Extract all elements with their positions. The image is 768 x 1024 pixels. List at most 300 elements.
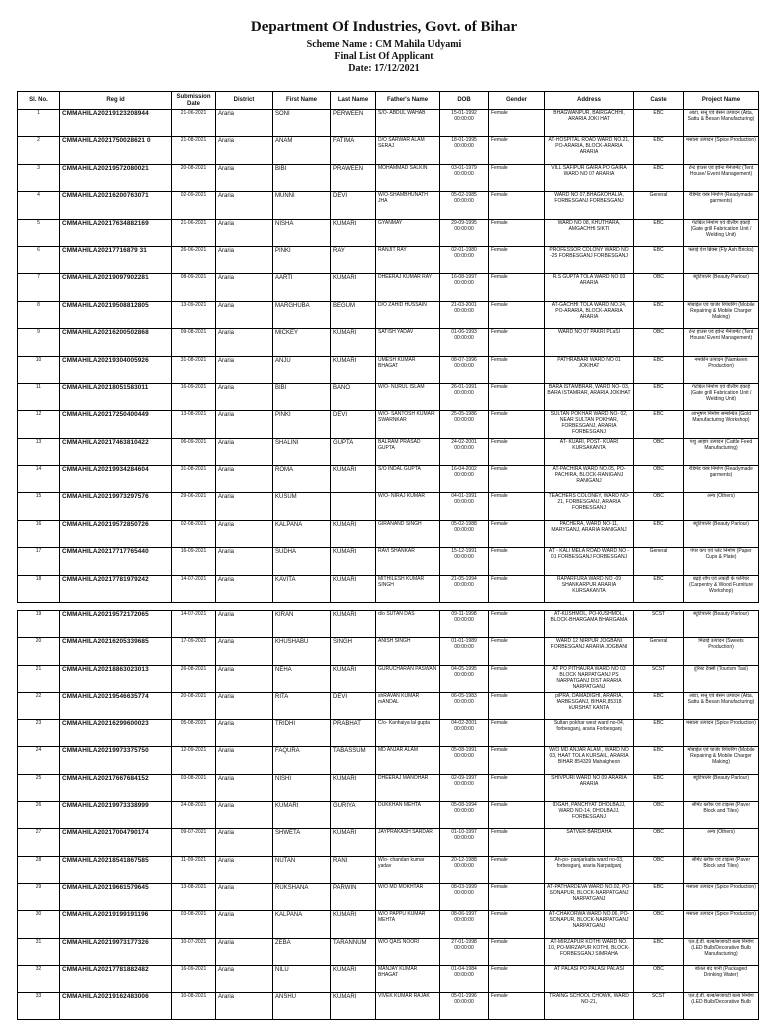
cell-gender: Female bbox=[489, 965, 545, 992]
cell-father-name: UMESH KUMAR BHAGAT bbox=[376, 356, 440, 383]
cell-address: W/O MD ANJAR ALAM , WARD NO 03, HAAT TOLA KURSAIL, ARARIA BIHAR 854329 Mahalgheon bbox=[545, 747, 634, 774]
cell-district: Araria bbox=[216, 883, 273, 910]
cell-district: Araria bbox=[216, 246, 273, 273]
cell-last-name: GURIYA bbox=[331, 802, 376, 829]
cell-gender: Female bbox=[489, 164, 545, 191]
cell-project-name: मसाला उत्पादन (Spice Production) bbox=[684, 137, 759, 164]
cell-father-name: GYANMAY bbox=[376, 219, 440, 246]
cell-reg-id: CMMAHILA20219572850726 bbox=[60, 520, 172, 547]
cell-last-name: PRABHAT bbox=[331, 720, 376, 747]
cell-submission-date: 03-08-2021 bbox=[172, 774, 216, 801]
cell-dob: 01-01-1989 00:00:00 bbox=[440, 638, 489, 665]
cell-project-name: नमकीन उत्पादन (Namkeen Production) bbox=[684, 356, 759, 383]
cell-district: Araria bbox=[216, 575, 273, 602]
cell-caste: EBC bbox=[634, 356, 684, 383]
cell-caste: OBC bbox=[634, 493, 684, 520]
cell-caste: EBC bbox=[634, 301, 684, 328]
cell-submission-date: 10-07-2021 bbox=[172, 938, 216, 965]
cell-father-name: W/O QAIS NOORI bbox=[376, 938, 440, 965]
cell-last-name: TABASSUM bbox=[331, 747, 376, 774]
cell-address: AT PALASI PO PALASI PALASI bbox=[545, 965, 634, 992]
cell-gender: Female bbox=[489, 192, 545, 219]
cell-submission-date: 24-08-2021 bbox=[172, 802, 216, 829]
cell-address: TEACHERS COLONEY, WARD NO- 21, FORBESGANJ, ARARIA FORBESGANJ bbox=[545, 493, 634, 520]
cell-last-name: TARANNUM bbox=[331, 938, 376, 965]
cell-sl-no: 13 bbox=[18, 438, 60, 465]
cell-district: Araria bbox=[216, 965, 273, 992]
cell-last-name: KUMARI bbox=[331, 274, 376, 301]
table-row bbox=[18, 329, 759, 356]
cell-project-name: फ्लाई ऐश ब्रिक्स (Fly Ash Bricks) bbox=[684, 246, 759, 273]
cell-caste: OBC bbox=[634, 329, 684, 356]
cell-reg-id: CMMAHILA20219572080021 bbox=[60, 164, 172, 191]
table-row bbox=[18, 356, 759, 383]
cell-district: Araria bbox=[216, 774, 273, 801]
cell-last-name: RANI bbox=[331, 856, 376, 883]
cell-district: Araria bbox=[216, 747, 273, 774]
cell-dob: 02-01-1980 00:00:00 bbox=[440, 246, 489, 273]
cell-sl-no: 4 bbox=[18, 192, 60, 219]
cell-gender: Female bbox=[489, 665, 545, 692]
cell-first-name: SHALINI bbox=[273, 438, 331, 465]
cell-reg-id: CMMAHILA2021750028621 0 bbox=[60, 137, 172, 164]
cell-dob: 05-08-1994 00:00:00 bbox=[440, 802, 489, 829]
cell-caste: OBC bbox=[634, 829, 684, 856]
cell-district: Araria bbox=[216, 411, 273, 438]
cell-caste: EBC bbox=[634, 411, 684, 438]
cell-district: Araria bbox=[216, 329, 273, 356]
cell-father-name: W/O-SHAMBHUNATH JHA bbox=[376, 192, 440, 219]
cell-sl-no: 3 bbox=[18, 164, 60, 191]
cell-address: AT-CHAKORWA WARD NO.06, PO-SONAPUR, BLOCK-NARPATGANJ NARPATGANJ bbox=[545, 911, 634, 938]
table-row bbox=[18, 575, 759, 602]
cell-submission-date: 21-08-2021 bbox=[172, 137, 216, 164]
cell-caste: EBC bbox=[634, 246, 684, 273]
cell-first-name: BIBI bbox=[273, 164, 331, 191]
cell-address: PATHRABARI WARD NO 01 JOKIHAT bbox=[545, 356, 634, 383]
cell-address: AT - KALI MELA ROAD WARD NO - 01 FORBESGANJ FORBESGANJ bbox=[545, 548, 634, 575]
table-row bbox=[18, 883, 759, 910]
cell-reg-id: CMMAHILA20216200502868 bbox=[60, 329, 172, 356]
cell-reg-id: CMMAHILA20219304005926 bbox=[60, 356, 172, 383]
cell-sl-no: 33 bbox=[18, 993, 60, 1020]
cell-gender: Female bbox=[489, 493, 545, 520]
cell-sl-no: 15 bbox=[18, 493, 60, 520]
cell-last-name: PARWIN bbox=[331, 883, 376, 910]
cell-address: VILL SAFIPUR GAIRA PO GAIRA WARD NO 07 ARARIA bbox=[545, 164, 634, 191]
cell-sl-no: 2 bbox=[18, 137, 60, 164]
cell-dob: 21-05-1994 00:00:00 bbox=[440, 575, 489, 602]
cell-submission-date: 20-08-2021 bbox=[172, 164, 216, 191]
cell-project-name: अन्य (Others) bbox=[684, 493, 759, 520]
cell-project-name: ब्यूटिपार्लर (Beauty Parlour) bbox=[684, 774, 759, 801]
cell-first-name: NILU bbox=[273, 965, 331, 992]
cell-caste: EBC bbox=[634, 938, 684, 965]
col-header-project-name: Project Name bbox=[684, 92, 759, 110]
cell-project-name: एल.ई.डी. बल्ब/सजावटी बल्ब निर्माण (LED Bulb/Decorative Bulb bbox=[684, 993, 759, 1020]
cell-dob: 06-05-1983 00:00:00 bbox=[440, 692, 489, 719]
cell-district: Araria bbox=[216, 665, 273, 692]
cell-project-name: मोबाईल एवं चार्जर रिपेयरिंग (Mobile Repairing & Mobile Charger Making) bbox=[684, 301, 759, 328]
cell-first-name: PINKI bbox=[273, 411, 331, 438]
cell-reg-id: CMMAHILA20219973338999 bbox=[60, 802, 172, 829]
cell-project-name: रेडिमेड वस्त्र निर्माण (Readymade garments) bbox=[684, 192, 759, 219]
cell-father-name: W/O MD MOKHTAR bbox=[376, 883, 440, 910]
cell-submission-date: 13-08-2021 bbox=[172, 411, 216, 438]
cell-gender: Female bbox=[489, 611, 545, 638]
table-row bbox=[18, 993, 759, 1020]
col-header-father-name: Father's Name bbox=[376, 92, 440, 110]
cell-submission-date: 14-07-2021 bbox=[172, 611, 216, 638]
cell-address: Ah-po- panjarkatta ward no-03, forbesganj, araria Narpatganj bbox=[545, 856, 634, 883]
cell-submission-date: 26-08-2021 bbox=[172, 665, 216, 692]
table-header-row bbox=[18, 92, 759, 110]
cell-project-name: गेटग्रिल निर्माण एवं वेल्डिंग इकाई (Gate grill Fabrication Unit / Welding Unit) bbox=[684, 383, 759, 410]
cell-project-name: अन्य (Others) bbox=[684, 829, 759, 856]
cell-last-name: KUMARI bbox=[331, 548, 376, 575]
cell-reg-id: CMMAHILA20217004790174 bbox=[60, 829, 172, 856]
cell-first-name: NISHI bbox=[273, 774, 331, 801]
cell-gender: Female bbox=[489, 438, 545, 465]
cell-address: AT- KUARI, POST- KUARI KURSAKANTA bbox=[545, 438, 634, 465]
cell-gender: Female bbox=[489, 466, 545, 493]
cell-submission-date: 13-09-2021 bbox=[172, 301, 216, 328]
cell-address: SHIVPURI WARD NO 09 ARARIA ARARIA bbox=[545, 774, 634, 801]
cell-district: Araria bbox=[216, 192, 273, 219]
cell-sl-no: 18 bbox=[18, 575, 60, 602]
cell-submission-date: 11-09-2021 bbox=[172, 856, 216, 883]
table-row bbox=[18, 965, 759, 992]
cell-caste: EBC bbox=[634, 110, 684, 137]
table-row bbox=[18, 137, 759, 164]
cell-submission-date: 06-09-2021 bbox=[172, 438, 216, 465]
cell-last-name: DEVI bbox=[331, 192, 376, 219]
cell-father-name: GURUCHARAN PASWAN bbox=[376, 665, 440, 692]
page-title: Department Of Industries, Govt. of Bihar bbox=[250, 19, 518, 35]
cell-dob: 21-03-2001 00:00:00 bbox=[440, 301, 489, 328]
cell-caste: SCST bbox=[634, 611, 684, 638]
cell-caste: EBC bbox=[634, 883, 684, 910]
cell-reg-id: CMMAHILA20219973297576 bbox=[60, 493, 172, 520]
cell-first-name: SHWETA bbox=[273, 829, 331, 856]
cell-address: Sultan pokhar west ward no-04, forbesganj, araria Forbesganj bbox=[545, 720, 634, 747]
table-row bbox=[18, 164, 759, 191]
cell-caste: EBC bbox=[634, 383, 684, 410]
cell-reg-id: CMMAHILA20219546635774 bbox=[60, 692, 172, 719]
table-row bbox=[18, 829, 759, 856]
cell-district: Araria bbox=[216, 137, 273, 164]
cell-father-name: S/O- ABDUL WAHAB bbox=[376, 110, 440, 137]
cell-address: RAPARFURA WARD NO -09 SHANKARPUR ARARIA KURSAKANTA bbox=[545, 575, 634, 602]
cell-father-name: DUKKHAN MEHTA bbox=[376, 802, 440, 829]
cell-reg-id: CMMAHILA20217781979242 bbox=[60, 575, 172, 602]
col-header-submission-date: Submission Date bbox=[172, 92, 216, 110]
cell-reg-id: CMMAHILA20219934284604 bbox=[60, 466, 172, 493]
cell-gender: Female bbox=[489, 137, 545, 164]
cell-address: AT-GACHHI TOLA WARD NO.24, PO-ARARIA, BLOCK-ARARIA ARARIA bbox=[545, 301, 634, 328]
col-header-dob: DOB bbox=[440, 92, 489, 110]
cell-district: Araria bbox=[216, 829, 273, 856]
cell-submission-date: 09-08-2021 bbox=[172, 329, 216, 356]
cell-dob: 20-12-1988 00:00:00 bbox=[440, 856, 489, 883]
cell-district: Araria bbox=[216, 611, 273, 638]
cell-address: WARD 12 NIRPUR JOGBANI FORBESGANJ ARARIA JOGBANI bbox=[545, 638, 634, 665]
cell-address: AT-HOSPITAL ROAD WARD NO.21, PO-ARARIA, BLOCK-ARARIA ARARIA bbox=[545, 137, 634, 164]
cell-district: Araria bbox=[216, 110, 273, 137]
cell-father-name: BALRAM PRASAD GUPTA bbox=[376, 438, 440, 465]
cell-project-name: रेडिमेड वस्त्र निर्माण (Readymade garments) bbox=[684, 466, 759, 493]
cell-project-name: सीमेंट ब्लॉक एवं टाइल्स (Paver Block and Tiles) bbox=[684, 856, 759, 883]
cell-reg-id: CMMAHILA20219123208944 bbox=[60, 110, 172, 137]
cell-project-name: ब्यूटिपार्लर (Beauty Parlour) bbox=[684, 520, 759, 547]
cell-caste: OBC bbox=[634, 911, 684, 938]
cell-first-name: KIRAN bbox=[273, 611, 331, 638]
cell-reg-id: CMMAHILA20217250400449 bbox=[60, 411, 172, 438]
cell-first-name: SUDHA bbox=[273, 548, 331, 575]
cell-first-name: KUMARI bbox=[273, 802, 331, 829]
cell-address: TRAING SCHOOL CHOWK, WARD NO-21, bbox=[545, 993, 634, 1020]
cell-dob: 16-04-2002 00:00:00 bbox=[440, 466, 489, 493]
cell-project-name: टेन्ट हाउस एवं इवेन्ट मैनेजमेंट (Tent House/ Event Management) bbox=[684, 329, 759, 356]
cell-father-name: W/O- NIRAJ KUMAR bbox=[376, 493, 440, 520]
cell-dob: 08-06-1997 00:00:00 bbox=[440, 911, 489, 938]
cell-last-name: KUMARI bbox=[331, 466, 376, 493]
cell-sl-no: 25 bbox=[18, 774, 60, 801]
cell-last-name: GUPTA bbox=[331, 438, 376, 465]
cell-first-name: NUTAN bbox=[273, 856, 331, 883]
cell-sl-no: 21 bbox=[18, 665, 60, 692]
cell-caste: EBC bbox=[634, 692, 684, 719]
cell-reg-id: CMMAHILA20219572172065 bbox=[60, 611, 172, 638]
cell-last-name: KUMARI bbox=[331, 329, 376, 356]
cell-reg-id: CMMAHILA20217716879 31 bbox=[60, 246, 172, 273]
cell-father-name: W/O- NURUL ISLAM bbox=[376, 383, 440, 410]
cell-district: Araria bbox=[216, 466, 273, 493]
cell-father-name: DHEERAJ MANOHAR bbox=[376, 774, 440, 801]
cell-project-name: ब्यूटिपार्लर (Beauty Parlour) bbox=[684, 274, 759, 301]
cell-last-name: KUMARI bbox=[331, 575, 376, 602]
cell-caste: EBC bbox=[634, 720, 684, 747]
cell-first-name: RUKSHANA bbox=[273, 883, 331, 910]
cell-caste: OBC bbox=[634, 438, 684, 465]
cell-district: Araria bbox=[216, 520, 273, 547]
cell-caste: General bbox=[634, 548, 684, 575]
cell-address: WARD NO 07,BHAGKOHALIA, FORBESGANJ FORBESGANJ bbox=[545, 192, 634, 219]
cell-submission-date: 31-08-2021 bbox=[172, 466, 216, 493]
cell-submission-date: 26-06-2021 bbox=[172, 246, 216, 273]
table-row bbox=[18, 493, 759, 520]
cell-gender: Female bbox=[489, 383, 545, 410]
cell-last-name: DEVI bbox=[331, 411, 376, 438]
cell-dob: 04-02-2001 00:00:00 bbox=[440, 720, 489, 747]
cell-first-name: ANSHU bbox=[273, 993, 331, 1020]
cell-address: R.S GUPTA TOLA WARD NO 03 ARARIA bbox=[545, 274, 634, 301]
cell-address: AT-PATHARDEVA WARD NO.02, PO-SONAPUR, BLOCK-NARPATGANJ NARPATGANJ bbox=[545, 883, 634, 910]
cell-first-name: KAVITA bbox=[273, 575, 331, 602]
cell-first-name: ANAM bbox=[273, 137, 331, 164]
cell-district: Araria bbox=[216, 692, 273, 719]
cell-first-name: BIBI bbox=[273, 383, 331, 410]
cell-dob: 24-02-2001 00:00:00 bbox=[440, 438, 489, 465]
cell-submission-date: 16-09-2021 bbox=[172, 548, 216, 575]
cell-gender: Female bbox=[489, 911, 545, 938]
cell-district: Araria bbox=[216, 802, 273, 829]
table-row bbox=[18, 692, 759, 719]
cell-first-name: RITA bbox=[273, 692, 331, 719]
cell-reg-id: CMMAHILA20216299600023 bbox=[60, 720, 172, 747]
cell-address: AT-PACHIRA WARD NO.05, PO-PACHIRA, BLOCK-RANIGANJ RANIGANJ bbox=[545, 466, 634, 493]
cell-reg-id: CMMAHILA20218051583011 bbox=[60, 383, 172, 410]
cell-first-name: NEHA bbox=[273, 665, 331, 692]
applicant-table-page-1 bbox=[17, 91, 759, 603]
table-row bbox=[18, 665, 759, 692]
cell-sl-no: 23 bbox=[18, 720, 60, 747]
scheme-name: Scheme Name : CM Mahila Udyami bbox=[306, 39, 462, 50]
cell-address: WARD NO 07 PAKRI PLaSI bbox=[545, 329, 634, 356]
cell-district: Araria bbox=[216, 219, 273, 246]
cell-gender: Female bbox=[489, 411, 545, 438]
cell-gender: Female bbox=[489, 856, 545, 883]
cell-caste: EBC bbox=[634, 520, 684, 547]
cell-address: AT-MIRZAPUR KOTHI WARD NO. 10, PO-MIRZAPUR KOTHI, BLOCK-FORBESGANJ SIMRAHA bbox=[545, 938, 634, 965]
cell-sl-no: 11 bbox=[18, 383, 60, 410]
cell-district: Araria bbox=[216, 993, 273, 1020]
cell-sl-no: 26 bbox=[18, 802, 60, 829]
cell-caste: OBC bbox=[634, 965, 684, 992]
cell-dob: 03-01-1979 00:00:00 bbox=[440, 164, 489, 191]
table-row bbox=[18, 520, 759, 547]
col-header-gender: Gender bbox=[489, 92, 545, 110]
cell-caste: OBC bbox=[634, 466, 684, 493]
cell-sl-no: 17 bbox=[18, 548, 60, 575]
cell-father-name: JAYPRAKASH SARDAR bbox=[376, 829, 440, 856]
cell-sl-no: 8 bbox=[18, 301, 60, 328]
cell-gender: Female bbox=[489, 246, 545, 273]
cell-address: IDGAH, PANCHYAT DHOLBAJJ, WARD NO-14, DHOLBAJJ, FORBESGANJ bbox=[545, 802, 634, 829]
cell-dob: 15-12-1991 00:00:00 bbox=[440, 548, 489, 575]
cell-address: BHAGWANPUR, BAIRGACHHI, ARARIA JOKI HAT bbox=[545, 110, 634, 137]
col-header-caste: Caste bbox=[634, 92, 684, 110]
cell-district: Araria bbox=[216, 383, 273, 410]
cell-district: Araria bbox=[216, 938, 273, 965]
cell-gender: Female bbox=[489, 110, 545, 137]
cell-district: Araria bbox=[216, 638, 273, 665]
cell-caste: EBC bbox=[634, 747, 684, 774]
cell-project-name: ब्यूटिपार्लर (Beauty Parlour) bbox=[684, 611, 759, 638]
cell-father-name: SATISH YADAV bbox=[376, 329, 440, 356]
cell-submission-date: 31-08-2021 bbox=[172, 356, 216, 383]
cell-first-name: TRIDHI bbox=[273, 720, 331, 747]
cell-first-name: FAQURA bbox=[273, 747, 331, 774]
cell-project-name: मोबाईल एवं चार्जर रिपेयरिंग (Mobile Repairing & Mobile Charger Making) bbox=[684, 747, 759, 774]
cell-project-name: टेन्ट हाउस एवं इवेन्ट मैनेजमेंट (Tent House/ Event Management) bbox=[684, 164, 759, 191]
cell-last-name: KUMARI bbox=[331, 356, 376, 383]
cell-project-name: गेटग्रिल निर्माण एवं वेल्डिंग इकाई (Gate grill Fabrication Unit / Welding Unit) bbox=[684, 219, 759, 246]
cell-reg-id: CMMAHILA20216200763071 bbox=[60, 192, 172, 219]
cell-district: Araria bbox=[216, 911, 273, 938]
cell-caste: SCST bbox=[634, 665, 684, 692]
cell-first-name: ANJU bbox=[273, 356, 331, 383]
cell-submission-date: 13-08-2021 bbox=[172, 883, 216, 910]
cell-caste: OBC bbox=[634, 802, 684, 829]
cell-district: Araria bbox=[216, 493, 273, 520]
cell-dob: 08-07-1996 00:00:00 bbox=[440, 356, 489, 383]
cell-reg-id: CMMAHILA20218863023013 bbox=[60, 665, 172, 692]
cell-father-name: GIRANAND SINGH bbox=[376, 520, 440, 547]
cell-last-name: KUMARI bbox=[331, 993, 376, 1020]
cell-project-name: टूरिस्ट टैक्सी (Tourism Taxi) bbox=[684, 665, 759, 692]
cell-gender: Female bbox=[489, 520, 545, 547]
cell-last-name bbox=[331, 493, 376, 520]
cell-father-name: MD ANJAR ALAM bbox=[376, 747, 440, 774]
cell-submission-date: 05-08-2021 bbox=[172, 720, 216, 747]
cell-sl-no: 22 bbox=[18, 692, 60, 719]
cell-project-name: पेपर कप एवं प्लेट निर्माण (Paper Cups & Plate) bbox=[684, 548, 759, 575]
cell-last-name: KUMARI bbox=[331, 611, 376, 638]
cell-gender: Female bbox=[489, 638, 545, 665]
cell-address: AT PO PITHAURA WARD NO 03 BLOCK NARPATGANJ PS NARPATGANJ DIST ARARIA NARPATGANJ bbox=[545, 665, 634, 692]
cell-project-name: मिठाई उत्पादन (Sweets Production) bbox=[684, 638, 759, 665]
cell-submission-date: 08-09-2021 bbox=[172, 274, 216, 301]
cell-reg-id: CMMAHILA20219162483006 bbox=[60, 993, 172, 1020]
cell-father-name: RANJIT RAY bbox=[376, 246, 440, 273]
cell-caste: OBC bbox=[634, 274, 684, 301]
cell-father-name: W/O PAPPU KUMAR MEHTA bbox=[376, 911, 440, 938]
cell-dob: 05-02-1985 00:00:00 bbox=[440, 192, 489, 219]
cell-dob: 18-01-1995 00:00:00 bbox=[440, 137, 489, 164]
cell-gender: Female bbox=[489, 747, 545, 774]
cell-gender: Female bbox=[489, 993, 545, 1020]
cell-dob: 15-01-1992 00:00:00 bbox=[440, 110, 489, 137]
cell-address: AT-KUSHMOL, PO-KUSHMOL, BLOCK-BHARGAMA BHARGAMA bbox=[545, 611, 634, 638]
cell-dob: 01-06-1993 00:00:00 bbox=[440, 329, 489, 356]
cell-first-name: PINKI bbox=[273, 246, 331, 273]
cell-gender: Female bbox=[489, 356, 545, 383]
cell-address: PACHERA, WARD NO-11, MARYGANJ, ARARIA RANIGANJ bbox=[545, 520, 634, 547]
table-row bbox=[18, 747, 759, 774]
cell-last-name: BANO bbox=[331, 383, 376, 410]
cell-father-name: W/o- chandan kumar yadav bbox=[376, 856, 440, 883]
cell-reg-id: CMMAHILA20219508812805 bbox=[60, 301, 172, 328]
cell-address: SULTAN POKHAR WARD NO- 02, NEAR SULTAN POKHAR, FORBESGANJ, ARARIA FORBESGANJ bbox=[545, 411, 634, 438]
cell-last-name: KUMARI bbox=[331, 829, 376, 856]
cell-reg-id: CMMAHILA20217667684152 bbox=[60, 774, 172, 801]
cell-caste: EBC bbox=[634, 774, 684, 801]
applicant-table-page-2 bbox=[17, 610, 759, 1020]
cell-sl-no: 27 bbox=[18, 829, 60, 856]
cell-last-name: BEGUM bbox=[331, 301, 376, 328]
page-header bbox=[0, 18, 768, 75]
cell-gender: Female bbox=[489, 883, 545, 910]
cell-submission-date: 20-08-2021 bbox=[172, 692, 216, 719]
cell-gender: Female bbox=[489, 774, 545, 801]
cell-last-name: FATIMA bbox=[331, 137, 376, 164]
cell-gender: Female bbox=[489, 548, 545, 575]
cell-first-name: ROMA bbox=[273, 466, 331, 493]
table-row bbox=[18, 383, 759, 410]
col-header-reg-id: Reg id bbox=[60, 92, 172, 110]
table-row bbox=[18, 774, 759, 801]
cell-last-name: KUMARI bbox=[331, 219, 376, 246]
cell-gender: Female bbox=[489, 692, 545, 719]
cell-first-name: NISHA bbox=[273, 219, 331, 246]
table-row bbox=[18, 301, 759, 328]
cell-reg-id: CMMAHILA20216205339685 bbox=[60, 638, 172, 665]
cell-first-name: KALPANA bbox=[273, 520, 331, 547]
cell-address: BARA ISTAMBRAR, WARD NO- 03, BARA ISTAMRAR, ARARIA JOKIHAT bbox=[545, 383, 634, 410]
cell-caste: SCST bbox=[634, 993, 684, 1020]
cell-last-name: PERWEEN bbox=[331, 110, 376, 137]
